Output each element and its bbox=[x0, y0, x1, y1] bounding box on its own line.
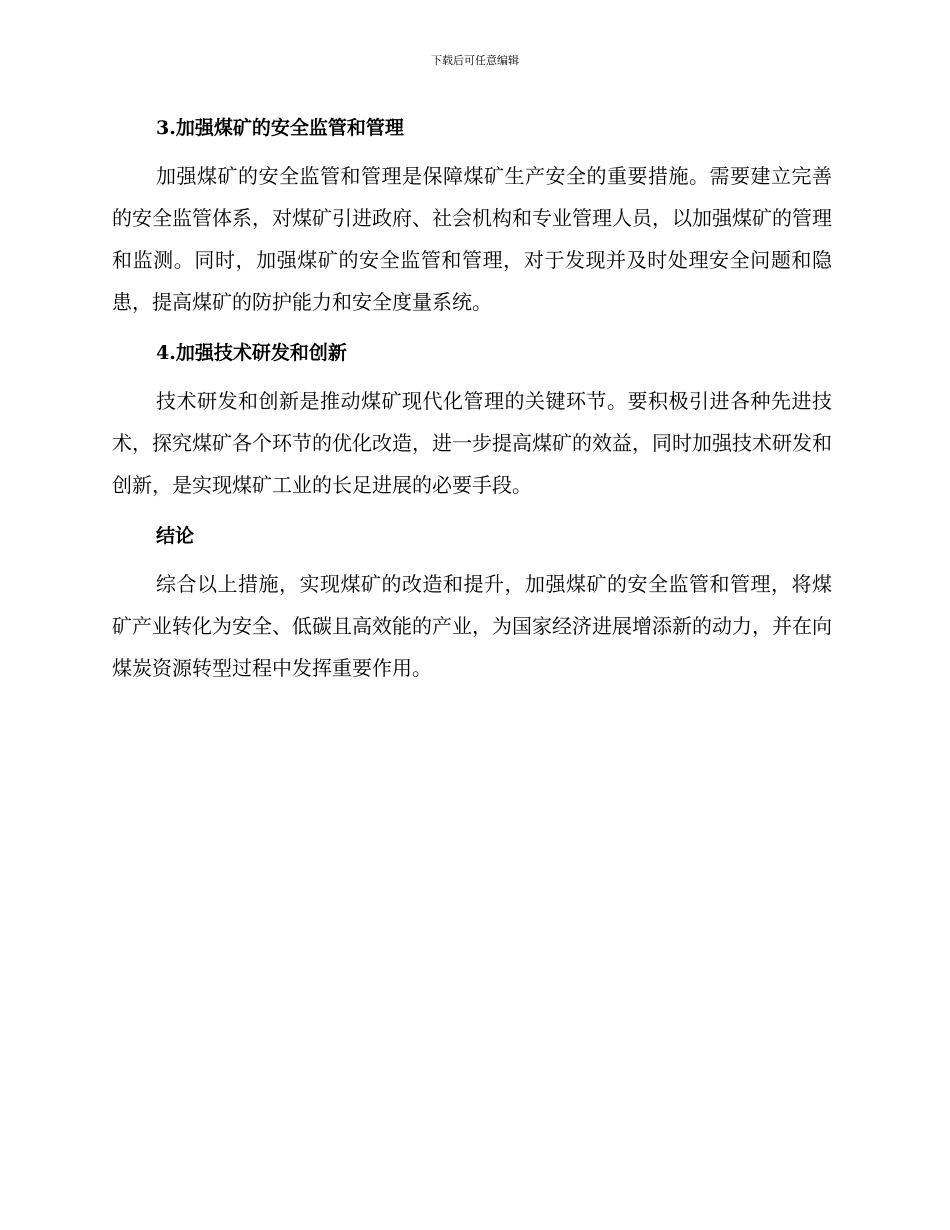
section-paragraph: 综合以上措施，实现煤矿的改造和提升，加强煤矿的安全监管和管理，将煤矿产业转化为安全、低碳且高效能的产业，为国家经济进展增添新的动力，并在向煤炭资源转型过程中发挥重要作用。 bbox=[112, 572, 832, 680]
section-conclusion bbox=[112, 518, 832, 689]
section-heading: 4.加强技术研发和创新 bbox=[156, 342, 347, 364]
section-tech-innovation bbox=[112, 335, 832, 518]
section-paragraph: 技术研发和创新是推动煤矿现代化管理的关键环节。要积极引进各种先进技术，探究煤矿各个环节的优化改造，进一步提高煤矿的效益，同时加强技术研发和创新，是实现煤矿工业的长足进展的必要手段。 bbox=[112, 389, 832, 497]
section-heading: 结论 bbox=[156, 525, 195, 547]
document-body bbox=[112, 110, 832, 689]
page-header: 下载后可任意编辑 bbox=[431, 54, 519, 67]
section-safety-supervision bbox=[112, 110, 832, 335]
section-heading: 3.加强煤矿的安全监管和管理 bbox=[156, 117, 404, 139]
section-paragraph: 加强煤矿的安全监管和管理是保障煤矿生产安全的重要措施。需要建立完善的安全监管体系，对煤矿引进政府、社会机构和专业管理人员，以加强煤矿的管理和监测。同时，加强煤矿的安全监管和管理，对于发现并及时处理安全问题和隐患，提高煤矿的防护能力和安全度量系统。 bbox=[112, 164, 832, 314]
